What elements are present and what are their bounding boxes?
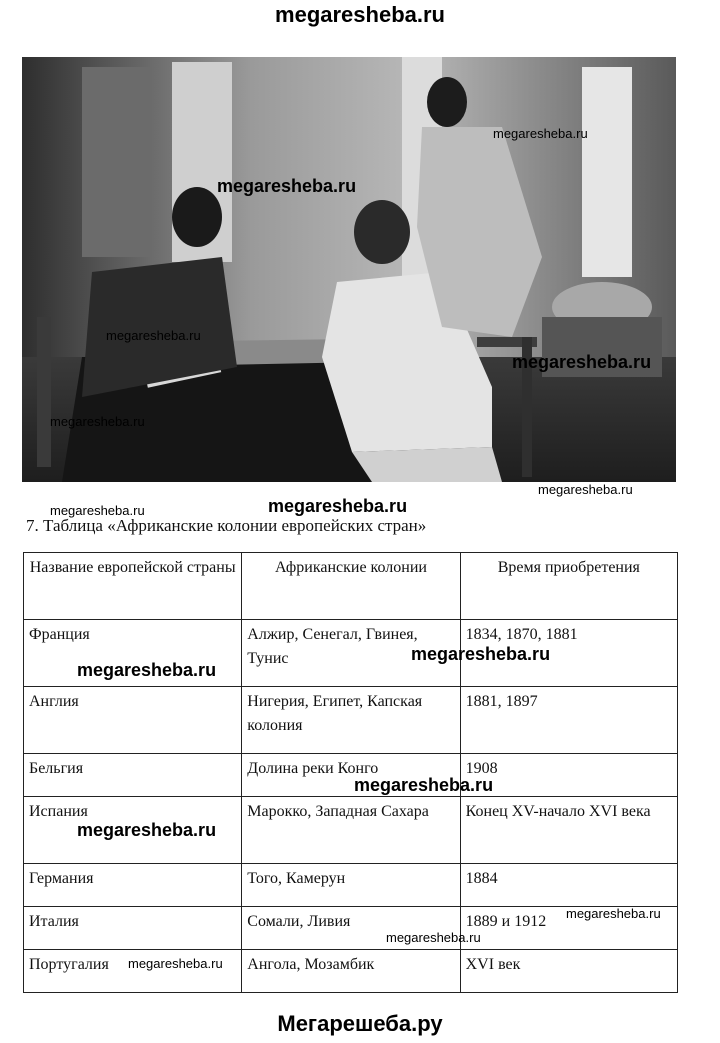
time-cell: 1889 и 1912 xyxy=(460,907,677,950)
header-colonies: Африканские колонии xyxy=(242,553,460,620)
time-cell: 1884 xyxy=(460,864,677,907)
table-row xyxy=(24,687,678,754)
colonies-cell: Сомали, Ливия xyxy=(242,907,460,950)
time-cell: 1834, 1870, 1881 xyxy=(460,620,677,687)
colonies-cell: Того, Камерун xyxy=(242,864,460,907)
country-cell: Бельгия xyxy=(24,754,242,797)
watermark: megaresheba.ru xyxy=(77,820,217,840)
country-cell: Испания xyxy=(24,797,242,864)
colonies-cell: Ангола, Мозамбик xyxy=(242,950,460,993)
colonies-cell: Нигерия, Египет, Капская колония xyxy=(242,687,460,754)
table-row xyxy=(24,950,678,993)
watermark: megaresheba.ru xyxy=(512,352,652,372)
watermark: megaresheba.ru xyxy=(386,930,481,945)
watermark: megaresheba.ru xyxy=(217,176,357,196)
site-header: megaresheba.ru xyxy=(275,2,445,27)
site-footer: Мегарешеба.ру xyxy=(277,1011,443,1036)
colonies-table xyxy=(23,552,678,993)
country-cell: Португалия xyxy=(24,950,242,993)
country-cell: Германия xyxy=(24,864,242,907)
time-cell: 1881, 1897 xyxy=(460,687,677,754)
watermark: megaresheba.ru xyxy=(268,496,408,516)
table-header-row xyxy=(24,553,678,620)
watermark: megaresheba.ru xyxy=(411,644,551,664)
watermark: megaresheba.ru xyxy=(566,906,661,921)
country-cell: Англия xyxy=(24,687,242,754)
time-cell: Конец XV-начало XVI века xyxy=(460,797,677,864)
colonies-cell: Долина реки Конго xyxy=(242,754,460,797)
watermark: megaresheba.ru xyxy=(50,503,145,518)
header-country: Название европейской страны xyxy=(24,553,242,620)
watermark: megaresheba.ru xyxy=(354,775,494,795)
watermark: megaresheba.ru xyxy=(128,956,223,971)
colonies-cell: Марокко, Западная Сахара xyxy=(242,797,460,864)
watermark: megaresheba.ru xyxy=(106,328,201,343)
time-cell: 1908 xyxy=(460,754,677,797)
colonies-cell: Алжир, Сенегал, Гвинея, Тунис xyxy=(242,620,460,687)
table-caption: 7. Таблица «Африканские колонии европейских стран» xyxy=(26,516,427,535)
watermark: megaresheba.ru xyxy=(538,482,633,497)
time-cell: XVI век xyxy=(460,950,677,993)
watermark: megaresheba.ru xyxy=(493,126,588,141)
country-cell: Италия xyxy=(24,907,242,950)
watermark: megaresheba.ru xyxy=(50,414,145,429)
header-time: Время приобретения xyxy=(460,553,677,620)
table-row xyxy=(24,754,678,797)
table-row xyxy=(24,864,678,907)
country-cell: Франция xyxy=(24,620,242,687)
watermark: megaresheba.ru xyxy=(77,660,217,680)
